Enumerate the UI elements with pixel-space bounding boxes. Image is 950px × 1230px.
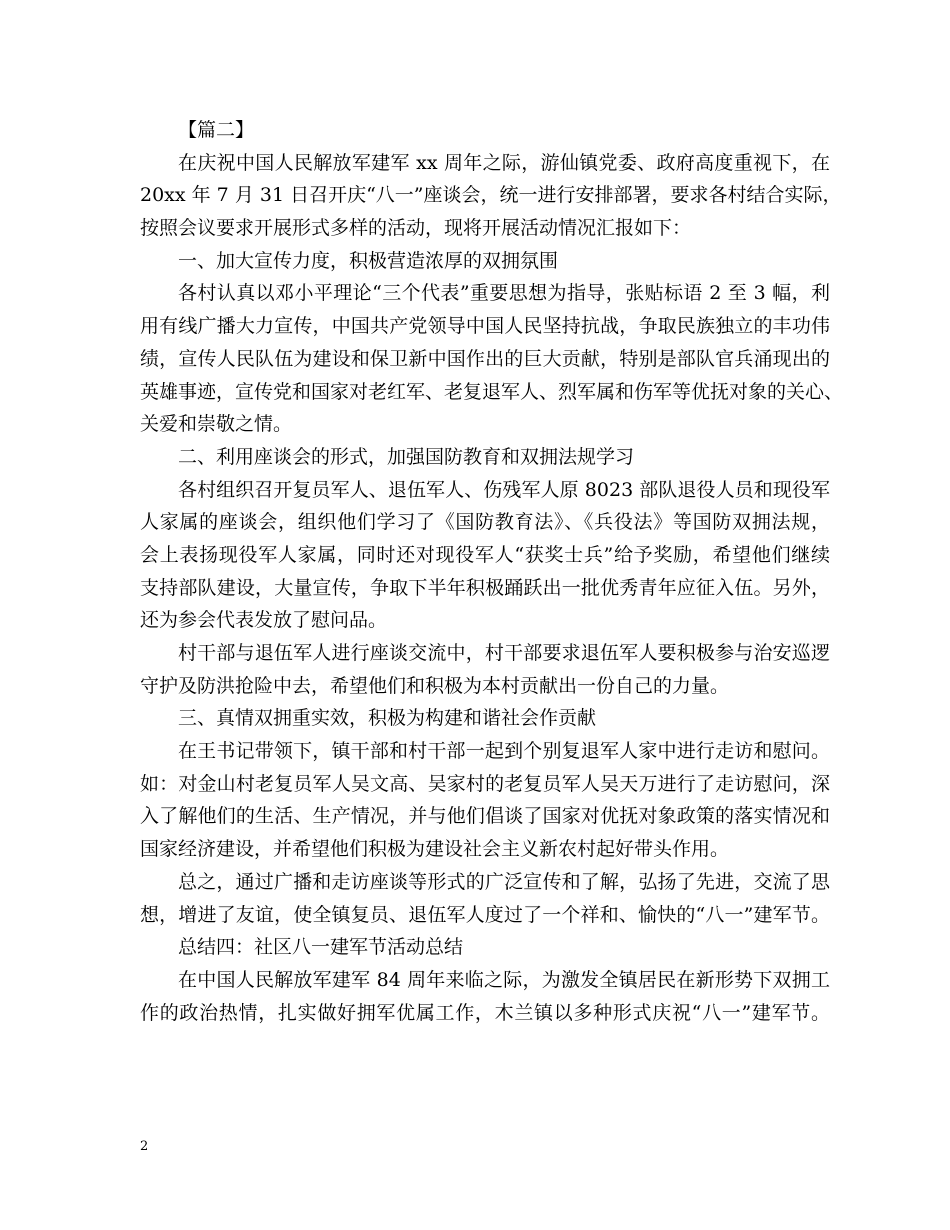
text-line: 英雄事迹，宣传党和国家对老红军、老复退军人、烈军属和伤军等优抚对象的关心、 (140, 380, 844, 403)
text-line: 各村组织召开复员军人、退伍军人、伤残军人原 8023 部队退役人员和现役军 (178, 478, 830, 501)
text-line: 作的政治热情，扎实做好拥军优属工作，木兰镇以多种形式庆祝“八一”建军节。 (140, 1001, 830, 1024)
text-line: 一、加大宣传力度，积极营造浓厚的双拥氛围 (178, 249, 559, 272)
text-line: 绩，宣传人民队伍为建设和保卫新中国作出的巨大贡献，特别是部队官兵涌现出的 (140, 347, 830, 370)
text-line: 支持部队建设，大量宣传，争取下半年积极踊跃出一批优秀青年应征入伍。另外， (140, 576, 830, 599)
text-line: 【篇二】 (178, 119, 255, 141)
text-line: 还为参会代表发放了慰问品。 (140, 609, 388, 632)
document-body (140, 114, 844, 1029)
text-line: 用有线广播大力宣传，中国共产党领导中国人民坚持抗战，争取民族独立的丰功伟 (140, 315, 830, 338)
text-line: 总之，通过广播和走访座谈等形式的广泛宣传和了解，弘扬了先进，交流了思 (178, 870, 830, 893)
text-line: 在庆祝中国人民解放军建军 xx 周年之际，游仙镇党委、政府高度重视下，在 (178, 151, 830, 174)
page-number: 2 (140, 1139, 149, 1154)
text-line: 总结四：社区八一建军节活动总结 (178, 936, 464, 959)
text-line: 人家属的座谈会，组织他们学习了《国防教育法》、《兵役法》等国防双拥法规， (140, 511, 830, 534)
text-line: 守护及防洪抢险中去，希望他们和积极为本村贡献出一份自己的力量。 (140, 674, 730, 697)
text-line: 国家经济建设，并希望他们积极为建设社会主义新农村起好带头作用。 (140, 838, 730, 861)
text-line: 关爱和崇敬之情。 (140, 413, 293, 436)
text-line: 如：对金山村老复员军人吴文高、吴家村的老复员军人吴天万进行了走访慰问，深 (140, 772, 830, 795)
text-line: 二、利用座谈会的形式，加强国防教育和双拥法规学习 (178, 445, 635, 468)
text-line: 各村认真以邓小平理论“三个代表”重要思想为指导，张贴标语 2 至 3 幅，利 (178, 282, 830, 305)
text-line: 入了解他们的生活、生产情况，并与他们倡谈了国家对优抚对象政策的落实情况和 (140, 805, 830, 828)
text-line: 村干部与退伍军人进行座谈交流中，村干部要求退伍军人要积极参与治安巡逻 (178, 642, 830, 664)
text-line: 在中国人民解放军建军 84 周年来临之际，为激发全镇居民在新形势下双拥工 (178, 968, 830, 991)
text-line: 想，增进了友谊，使全镇复员、退伍军人度过了一个祥和、愉快的“八一”建军节。 (140, 903, 830, 926)
text-line: 20xx 年 7 月 31 日召开庆“八一”座谈会，统一进行安排部署，要求各村结合实际， (140, 184, 842, 207)
text-line: 按照会议要求开展形式多样的活动，现将开展活动情况汇报如下： (140, 217, 692, 240)
text-line: 会上表扬现役军人家属，同时还对现役军人“获奖士兵”给予奖励，希望他们继续 (140, 543, 830, 566)
text-line: 在王书记带领下，镇干部和村干部一起到个别复退军人家中进行走访和慰问。 (178, 740, 830, 763)
text-line: 三、真情双拥重实效，积极为构建和谐社会作贡献 (178, 707, 597, 730)
